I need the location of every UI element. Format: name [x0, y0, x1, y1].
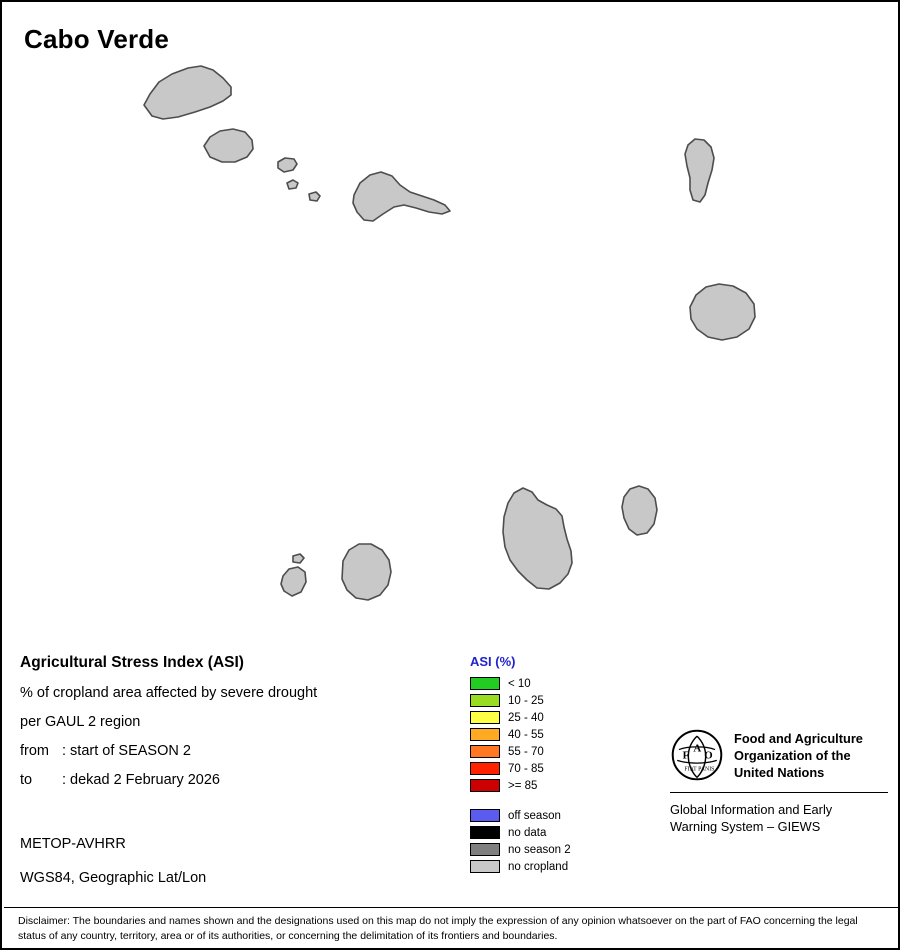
info-from-row	[20, 743, 450, 759]
asi-label-55-70: 55 - 70	[508, 745, 544, 758]
island-rombos	[293, 554, 304, 563]
asi-swatch-off-season	[470, 809, 500, 822]
asi-legend-item	[470, 692, 670, 709]
asi-legend-item	[470, 675, 670, 692]
asi-swatch-lt10	[470, 677, 500, 690]
asi-label-25-40: 25 - 40	[508, 711, 544, 724]
sensor-block	[20, 836, 206, 904]
info-heading: Agricultural Stress Index (ASI)	[20, 654, 244, 671]
island-boa-vista	[690, 284, 755, 340]
asi-status-item	[470, 824, 670, 841]
asi-swatch-gte85	[470, 779, 500, 792]
island-sao-vicente	[204, 129, 253, 162]
svg-text:A: A	[693, 742, 702, 755]
disclaimer-divider	[4, 907, 898, 908]
disclaimer-text: Disclaimer: The boundaries and names shown and the designations used on this map do not imply the expression of any opinion whatsoever on the part of FAO concerning the legal status of any country, territory, area or of its authorities, or concerning the delimitation of its frontiers and boundaries.	[18, 915, 858, 943]
asi-legend-item	[470, 743, 670, 760]
info-from-label: from	[20, 743, 49, 759]
svg-text:F: F	[682, 749, 690, 762]
info-subtitle: % of cropland area affected by severe drought	[20, 685, 318, 701]
sensor-name: METOP-AVHRR	[20, 836, 126, 852]
page-title: Cabo Verde	[24, 24, 170, 54]
info-from-value: : start of SEASON 2	[62, 743, 191, 759]
asi-label-40-55: 40 - 55	[508, 728, 544, 741]
asi-label-70-85: 70 - 85	[508, 762, 544, 775]
fao-system-line-1: Global Information and Early	[670, 802, 833, 817]
asi-label-lt10: < 10	[508, 677, 531, 690]
asi-swatch-no-cropland	[470, 860, 500, 873]
asi-label-no-data: no data	[508, 826, 547, 839]
map-canvas	[2, 2, 900, 642]
info-block	[20, 654, 450, 801]
asi-status-item	[470, 807, 670, 824]
island-fogo	[342, 544, 391, 600]
asi-legend-item	[470, 709, 670, 726]
asi-status-item	[470, 841, 670, 858]
asi-label-no-season-2: no season 2	[508, 843, 571, 856]
legend-spacer	[470, 794, 670, 807]
svg-text:FIAT PANIS: FIAT PANIS	[684, 766, 715, 773]
fao-logo-icon	[670, 728, 724, 782]
asi-label-off-season: off season	[508, 809, 561, 822]
fao-block	[670, 728, 888, 836]
asi-swatch-25-40	[470, 711, 500, 724]
island-brava	[281, 567, 306, 596]
island-santo-antao	[144, 66, 231, 119]
info-to-value: : dekad 2 February 2026	[62, 772, 220, 788]
fao-system-line-2: Warning System – GIEWS	[670, 819, 821, 835]
info-to-row	[20, 772, 450, 788]
asi-swatch-no-season-2	[470, 843, 500, 856]
svg-text:O: O	[704, 749, 713, 762]
island-sal	[685, 139, 714, 202]
asi-label-no-cropland: no cropland	[508, 860, 569, 873]
fao-header	[670, 728, 888, 782]
asi-swatch-40-55	[470, 728, 500, 741]
info-to-label: to	[20, 772, 33, 788]
island-santiago	[503, 488, 572, 589]
asi-swatch-55-70	[470, 745, 500, 758]
asi-label-gte85: >= 85	[508, 779, 538, 792]
fao-divider	[670, 792, 888, 793]
asi-swatch-70-85	[470, 762, 500, 775]
island-branco	[287, 180, 298, 189]
projection-name: WGS84, Geographic Lat/Lon	[20, 870, 207, 886]
asi-status-item	[470, 858, 670, 875]
island-santa-luzia	[278, 158, 297, 172]
asi-legend-item	[470, 777, 670, 794]
asi-swatch-10-25	[470, 694, 500, 707]
asi-legend-item	[470, 726, 670, 743]
info-region: per GAUL 2 region	[20, 714, 141, 730]
island-raso	[309, 192, 320, 201]
asi-legend-item	[470, 760, 670, 777]
asi-legend	[470, 654, 670, 875]
island-sao-nicolau	[353, 172, 450, 221]
asi-legend-title: ASI (%)	[470, 654, 516, 669]
fao-organization-name: Food and Agriculture Organization of the United Nations	[734, 731, 863, 780]
island-maio	[622, 486, 657, 535]
asi-swatch-no-data	[470, 826, 500, 839]
asi-label-10-25: 10 - 25	[508, 694, 544, 707]
